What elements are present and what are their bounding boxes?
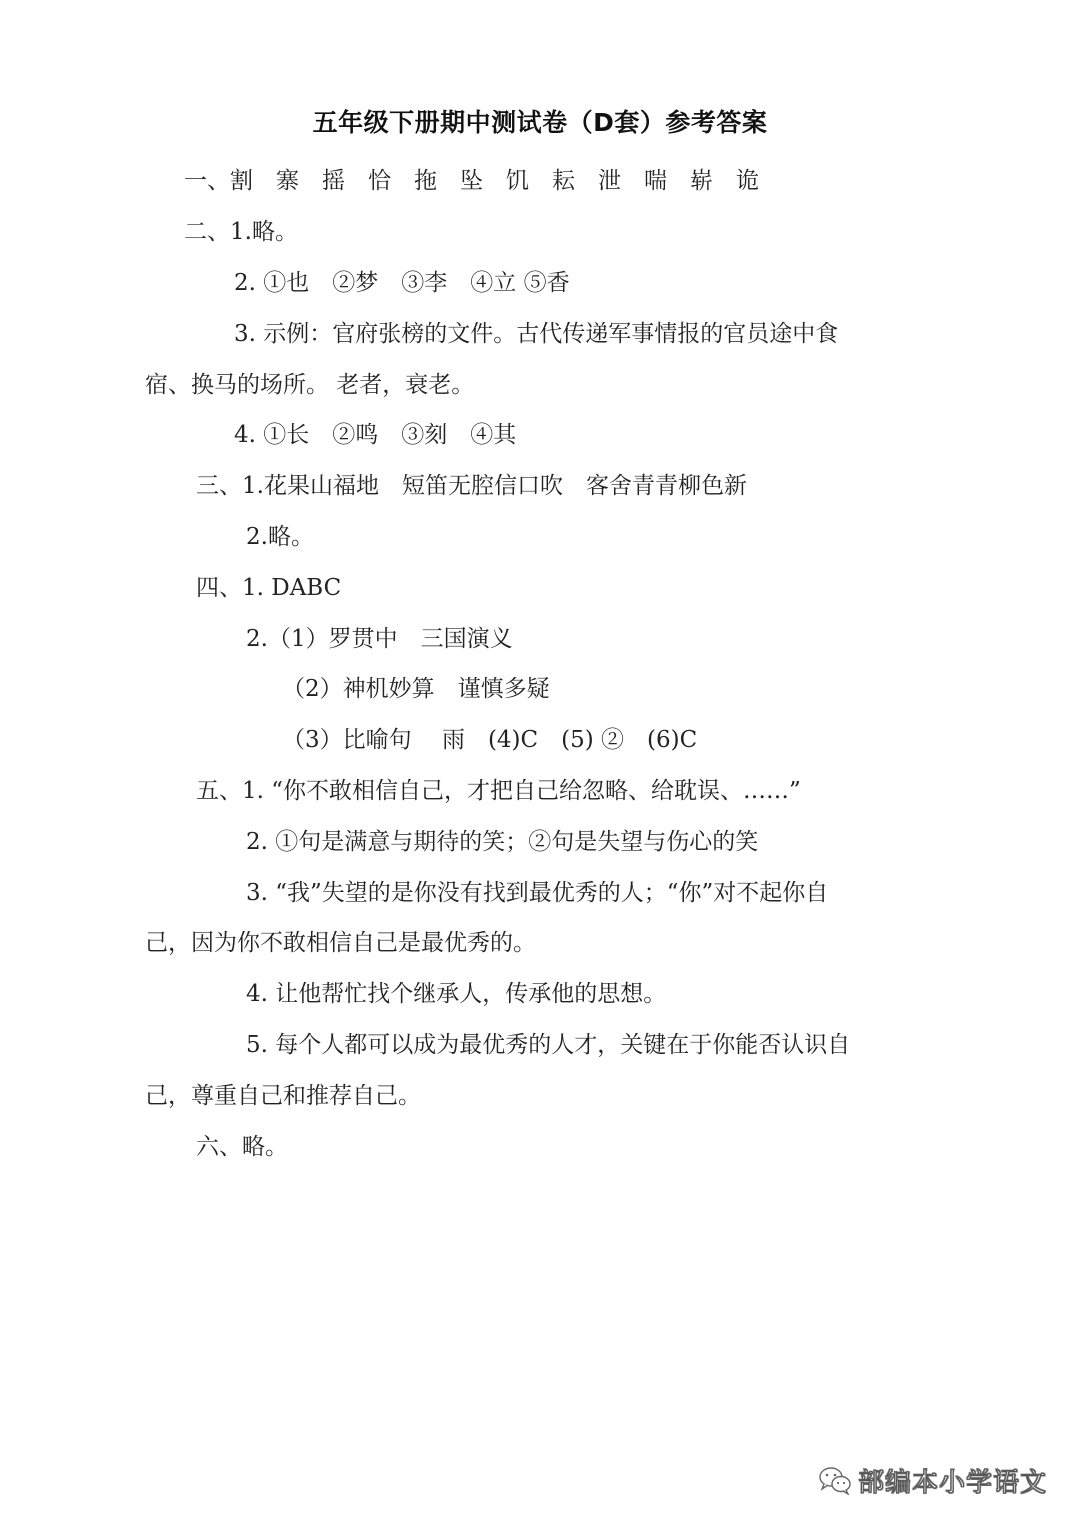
answer-line-11: （2）神机妙算 谨慎多疑 bbox=[282, 676, 550, 702]
answer-line-4: 3. 示例：官府张榜的文件。古代传递军事情报的官员途中食 bbox=[234, 321, 839, 347]
answer-line-8: 2.略。 bbox=[246, 524, 314, 550]
answer-line-2: 二、1.略。 bbox=[184, 219, 298, 245]
answer-line-5: 宿、换马的场所。 老者，衰老。 bbox=[145, 372, 475, 398]
document-title: 五年级下册期中测试卷（D套）参考答案 bbox=[312, 108, 768, 137]
answer-line-18: 5. 每个人都可以成为最优秀的人才，关键在于你能否认识自 bbox=[246, 1032, 851, 1058]
answer-line-3: 2. ①也 ②梦 ③李 ④立 ⑤香 bbox=[234, 270, 570, 296]
answer-line-16: 己，因为你不敢相信自己是最优秀的。 bbox=[145, 930, 536, 956]
answer-line-20: 六、略。 bbox=[196, 1134, 288, 1160]
answer-line-12: （3）比喻句 雨 (4)C (5) ② (6)C bbox=[282, 727, 698, 753]
answer-line-15: 3. “我”失望的是你没有找到最优秀的人；“你”对不起你自 bbox=[246, 880, 829, 906]
watermark bbox=[818, 1462, 1047, 1498]
answer-line-17: 4. 让他帮忙找个继承人，传承他的思想。 bbox=[246, 981, 667, 1007]
wechat-icon bbox=[818, 1465, 852, 1495]
answer-line-19: 己，尊重自己和推荐自己。 bbox=[145, 1083, 421, 1109]
answer-line-10: 2.（1）罗贯中 三国演义 bbox=[246, 626, 513, 652]
watermark-text: 部编本小学语文 bbox=[858, 1467, 1048, 1498]
answer-line-14: 2. ①句是满意与期待的笑；②句是失望与伤心的笑 bbox=[246, 829, 759, 855]
answer-line-7: 三、1.花果山福地 短笛无腔信口吹 客舍青青柳色新 bbox=[196, 473, 747, 499]
answer-line-6: 4. ①长 ②鸣 ③刻 ④其 bbox=[234, 422, 517, 448]
answer-line-9: 四、1. DABC bbox=[196, 575, 342, 601]
answer-line-13: 五、1. “你不敢相信自己，才把自己给忽略、给耽误、……” bbox=[196, 778, 801, 804]
answer-line-1: 一、割 寨 摇 恰 拖 坠 饥 耘 泄 喘 崭 诡 bbox=[184, 168, 759, 194]
